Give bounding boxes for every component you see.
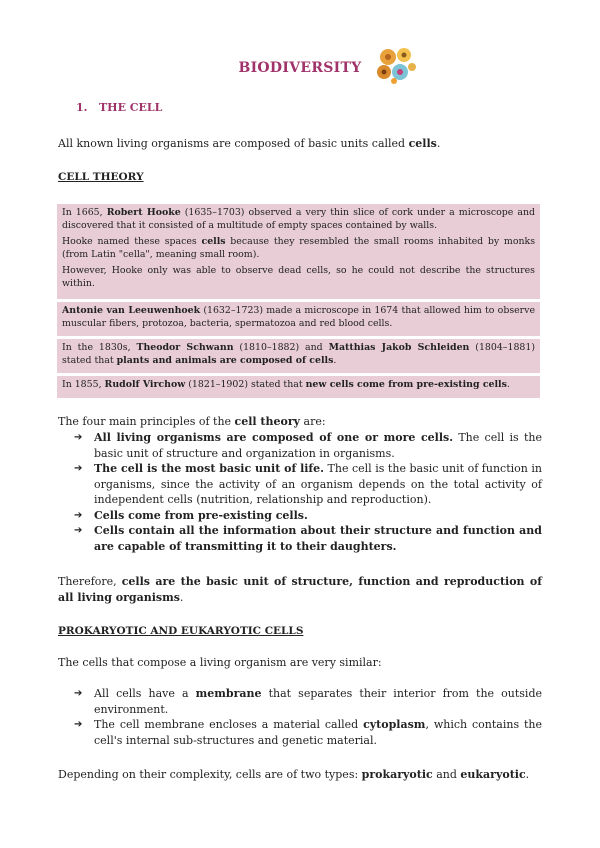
virchow-paragraph: In 1855, Rudolf Virchow (1821–1902) stated that new cells come from pre-existing cells.: [62, 379, 510, 390]
prokaryotic-eukaryotic-heading: PROKARYOTIC AND EUKARYOTIC CELLS: [58, 625, 304, 637]
therefore-paragraph: Therefore, cells are the basic unit of structure, function and reproduction of all living organisms.: [58, 575, 542, 604]
hooke-box: [57, 204, 540, 299]
list-item: ➔ All living organisms are composed of one or more cells. The cell is the basic unit of structure and organization in organisms.: [74, 431, 542, 460]
arrow-icon: ➔: [74, 525, 83, 536]
cells-illustration-icon: [374, 45, 418, 85]
hooke-paragraph-1: In 1665, Robert Hooke (1635–1703) observed a very thin slice of cork under a microscope and discovered that it consisted of a multitude of empty spaces contained by walls.: [62, 207, 535, 231]
list-item: ➔ Cells contain all the information about their structure and function and are capable of transmitting it to their daughters.: [74, 524, 542, 553]
list-item: ➔ All cells have a membrane that separates their interior from the outside environment.: [74, 687, 542, 716]
section-title: THE CELL: [98, 101, 163, 114]
virchow-box: [57, 376, 540, 398]
arrow-icon: ➔: [74, 463, 83, 474]
arrow-icon: ➔: [74, 509, 83, 521]
cells-list: [74, 686, 542, 748]
term-cells: cells: [408, 137, 437, 150]
arrow-icon: ➔: [74, 719, 83, 730]
cell-types-paragraph: Depending on their complexity, cells are of two types: prokaryotic and eukaryotic.: [58, 768, 530, 781]
section-number: 1.: [76, 101, 88, 114]
principles-intro: The four main principles of the cell theory are:: [58, 415, 326, 428]
cell-theory-heading: CELL THEORY: [58, 171, 144, 183]
title-block: [0, 57, 600, 76]
schwann-schleiden-paragraph: In the 1830s, Theodor Schwann (1810–1882) and Matthias Jakob Schleiden (1804–1881) stated that plants and animals are composed of cells.: [62, 342, 536, 366]
hooke-paragraph-2: Hooke named these spaces cells because they resembled the small rooms inhabited by monks (from Latin "cella", meaning small room).: [62, 236, 536, 260]
leeuwenhoek-box: [57, 302, 540, 336]
arrow-icon: ➔: [74, 432, 83, 443]
list-item: ➔ The cell membrane encloses a material called cytoplasm, which contains the cell's internal sub-structures and genetic material.: [74, 718, 543, 747]
list-item: ➔ Cells come from pre-existing cells.: [74, 508, 308, 522]
section-heading-the-cell: [76, 101, 162, 114]
leeuwenhoek-paragraph: Antonie van Leeuwenhoek (1632–1723) made a microscope in 1674 that allowed him to observe muscular fibers, protozoa, bacteria, spermatozoa and red blood cells.: [62, 305, 535, 329]
list-item: ➔ The cell is the most basic unit of life. The cell is the basic unit of function in organisms, since the activity of an organism depends on the total activity of independent cells (nutrition, relationship and reproduction).: [74, 462, 542, 506]
schwann-schleiden-box: [57, 339, 540, 373]
compose-paragraph: The cells that compose a living organism are very similar:: [58, 656, 382, 669]
principles-list: [74, 430, 542, 554]
intro-paragraph: All known living organisms are composed of basic units called cells.: [58, 137, 441, 150]
arrow-icon: ➔: [74, 688, 83, 699]
page-title: BIODIVERSITY: [238, 60, 362, 76]
hooke-paragraph-3: However, Hooke only was able to observe dead cells, so he could not describe the structures within.: [62, 265, 535, 289]
